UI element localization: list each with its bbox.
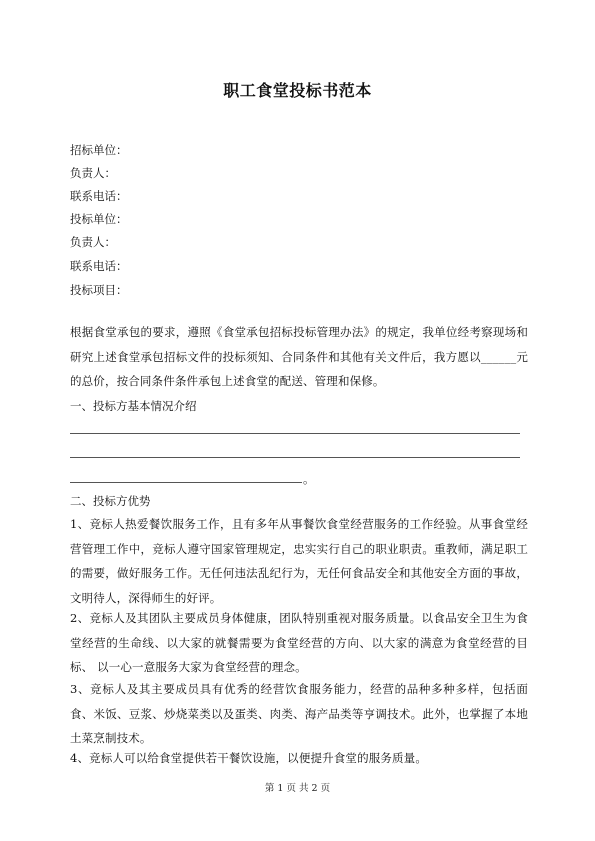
advantage-point-1: 1、竞标人热爱餐饮服务工作，且有多年从事餐饮食堂经营服务的工作经验。从事食堂经营管理工作中，竞标人遵守国家管理规定，忠实实行自己的职业职责。重教师，满足职工的需要，做好服务工作。无任何违法乱纪行为，无任何食品安全和其他安全方面的事故，文明待人，深得师生的好评。 <box>70 517 528 605</box>
fill-line-2 <box>70 457 520 458</box>
tender-contact-field: 负责人： <box>70 166 116 180</box>
tender-unit-field: 招标单位： <box>70 143 128 157</box>
tender-phone-field: 联系电话： <box>70 189 128 203</box>
page-footer: 第 1 页 共 2 页 <box>264 783 331 794</box>
advantage-point-4: 4、竞标人可以给食堂提供若干餐饮设施，以便提升食堂的服务质量。 <box>70 751 427 765</box>
bidder-unit-field: 投标单位： <box>70 212 128 226</box>
project-field: 投标项目： <box>70 283 128 297</box>
document-title: 职工食堂投标书范本 <box>223 81 372 100</box>
bidder-phone-field: 联系电话： <box>70 259 128 273</box>
advantage-point-2: 2、竞标人及其团队主要成员身体健康，团队特别重视对服务质量。以食品安全卫生为食堂经营的生命线、以大家的就餐需要为食堂经营的方向、以大家的满意为食堂经营的目标、 以一心一意服务大家为食堂经营的理念。 <box>70 611 528 674</box>
fill-line-1 <box>70 433 520 434</box>
fill-line-3 <box>70 482 302 483</box>
advantage-point-3: 3、竞标人及其主要成员具有优秀的经营饮食服务能力，经营的品种多种多样，包括面食、米饭、豆浆、炒烧菜类以及蛋类、肉类、海产品类等亨调技术。此外，也掌握了本地土菜烹制技术。 <box>70 682 528 745</box>
fill-line-end-mark: 。 <box>303 472 315 486</box>
section1-heading: 一、投标方基本情况介绍 <box>70 399 197 413</box>
intro-paragraph: 根据食堂承包的要求，遵照《食堂承包招标投标管理办法》的规定，我单位经考察现场和研究上述食堂承包招标文件的投标须知、合同条件和其他有关文件后，我方愿以______元的总价，按合同条件条件承包上述食堂的配送、管理和保修。 <box>70 325 528 388</box>
bidder-contact-field: 负责人： <box>70 235 116 249</box>
section2-heading: 二、投标方优势 <box>70 494 151 508</box>
